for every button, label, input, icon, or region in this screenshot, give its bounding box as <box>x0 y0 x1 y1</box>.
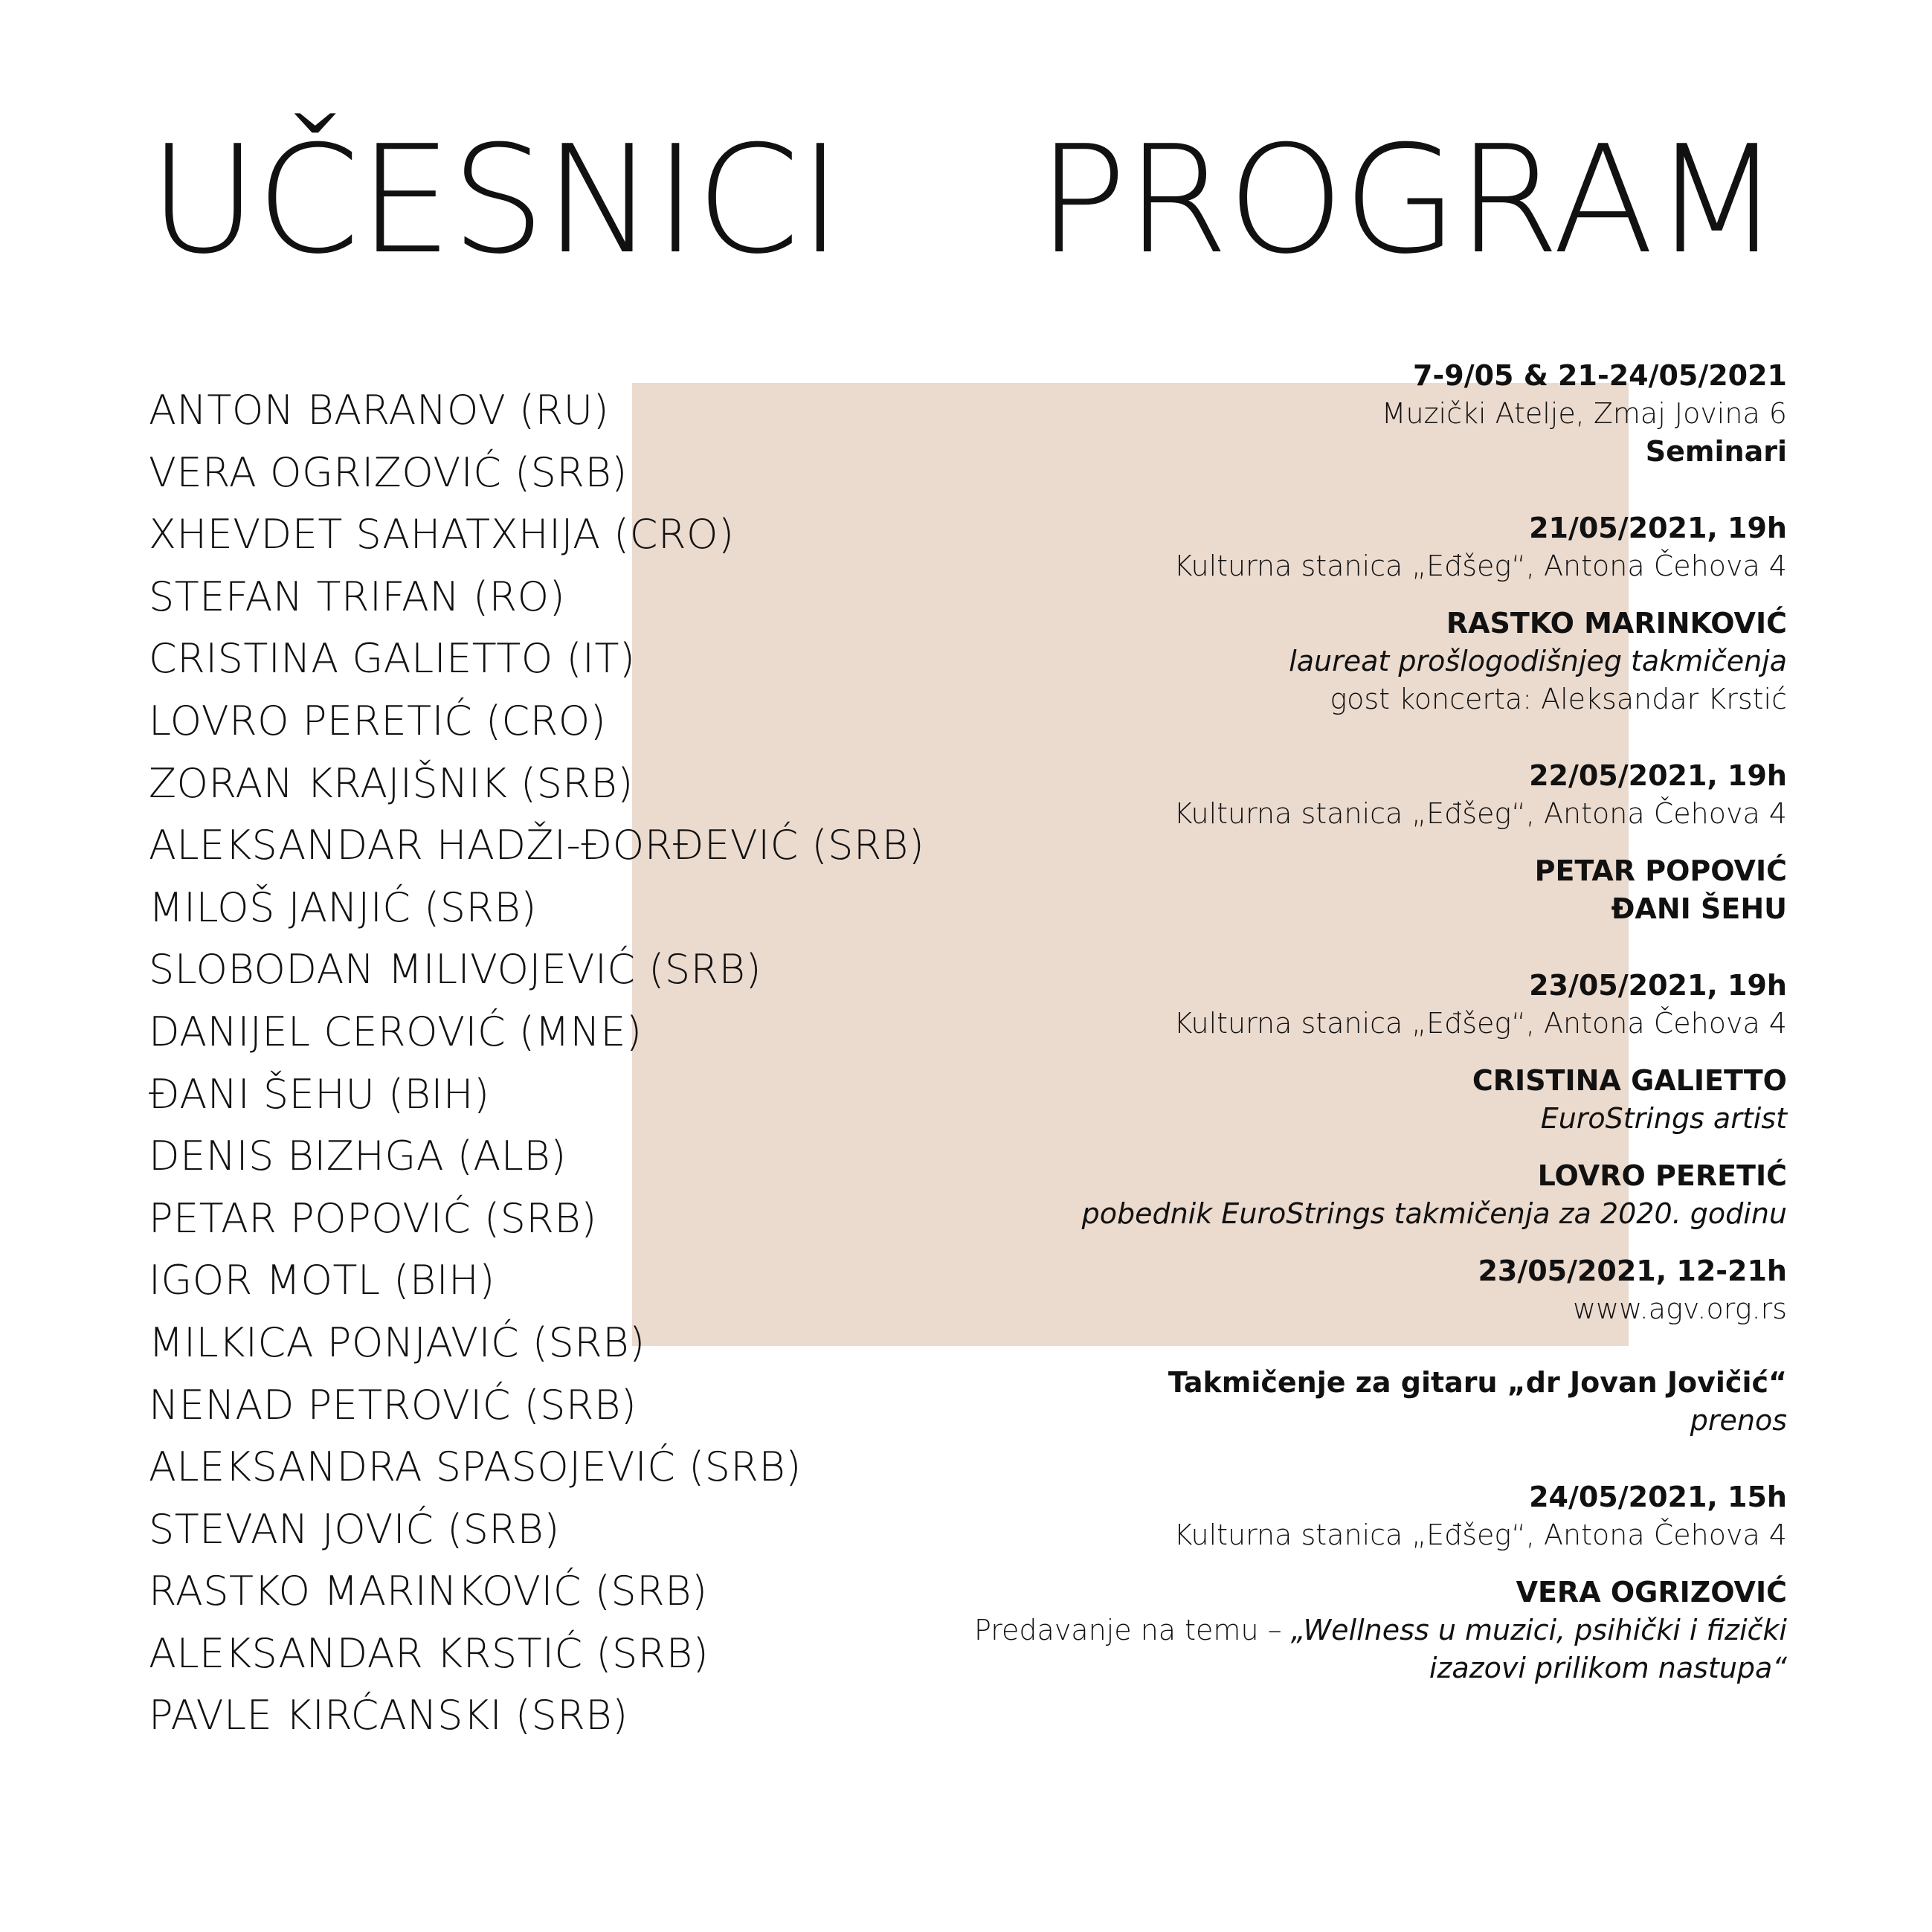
participant-item: LOVRO PERETIĆ (CRO) <box>149 697 607 744</box>
participant-item: IGOR MOTL (BIH) <box>149 1257 495 1304</box>
participants-heading: UČESNICI <box>149 114 841 287</box>
performer-note: EuroStrings artist <box>1540 1102 1787 1135</box>
participant-item: PETAR POPOVIĆ (SRB) <box>149 1194 597 1242</box>
participants-list <box>149 379 924 1747</box>
participant-item: DENIS BIZHGA (ALB) <box>149 1133 567 1180</box>
participant-item: STEFAN TRIFAN (RO) <box>149 573 566 620</box>
participant-item: NENAD PETROVIĆ (SRB) <box>149 1381 637 1429</box>
event-date: 23/05/2021, 12-21h <box>1478 1255 1787 1287</box>
event-venue: Kulturna stanica „Eđšeg“, Antona Čehova 4 <box>1173 1519 1787 1551</box>
event-date: 24/05/2021, 15h <box>1529 1481 1787 1513</box>
event-title: Seminari <box>1645 435 1787 468</box>
program-schedule <box>895 357 1787 1687</box>
event-venue: Kulturna stanica „Eđšeg“, Antona Čehova 4 <box>1173 550 1787 582</box>
participant-item: PAVLE KIRĆANSKI (SRB) <box>149 1692 628 1739</box>
participant-item: MILKICA PONJAVIĆ (SRB) <box>149 1318 645 1366</box>
event-title: Takmičenje za gitaru „dr Jovan Jovičić“ <box>1168 1366 1787 1399</box>
lecture-topic: „Wellness u muzici, psihički i fizički <box>1290 1614 1787 1646</box>
event-date: 21/05/2021, 19h <box>1529 512 1787 544</box>
program-heading: PROGRAM <box>1037 114 1780 287</box>
participant-item: VERA OGRIZOVIĆ (SRB) <box>149 448 628 496</box>
website-link[interactable]: www.agv.org.rs <box>1572 1292 1787 1325</box>
participant-item: XHEVDET SAHATXHIJA (CRO) <box>149 511 735 558</box>
performer-name: LOVRO PERETIĆ <box>1537 1159 1787 1192</box>
participant-item: ĐANI ŠEHU (BIH) <box>149 1070 490 1118</box>
participant-item: ANTON BARANOV (RU) <box>149 387 610 434</box>
participant-item: SLOBODAN MILIVOJEVIĆ (SRB) <box>149 946 762 994</box>
performer-note: pobednik EuroStrings takmičenja za 2020. godinu <box>1081 1197 1787 1230</box>
performer-name: ĐANI ŠEHU <box>1611 892 1787 925</box>
event-date: 23/05/2021, 19h <box>1529 969 1787 1002</box>
performer-note: laureat prošlogodišnjeg takmičenja <box>1289 645 1787 677</box>
performer-name: CRISTINA GALIETTO <box>1472 1064 1787 1097</box>
participant-item: CRISTINA GALIETTO (IT) <box>149 635 636 683</box>
participant-item: DANIJEL CEROVIĆ (MNE) <box>149 1008 643 1055</box>
event-date: 22/05/2021, 19h <box>1529 759 1787 792</box>
participant-item: ALEKSANDAR KRSTIĆ (SRB) <box>149 1629 709 1677</box>
event-date: 7-9/05 & 21-24/05/2021 <box>1413 359 1787 392</box>
participant-item: MILOŠ JANJIĆ (SRB) <box>149 883 537 931</box>
participant-item: ZORAN KRAJIŠNIK (SRB) <box>149 759 634 807</box>
participant-item: ALEKSANDAR HADŽI-ĐORĐEVIĆ (SRB) <box>149 822 925 869</box>
event-venue: Muzički Atelje, Zmaj Jovina 6 <box>1381 397 1787 430</box>
guest-note: gost koncerta: Aleksandar Krstić <box>1330 683 1787 715</box>
lecture-topic-line2: izazovi prilikom nastupa“ <box>1429 1652 1787 1684</box>
participant-item: STEVAN JOVIĆ (SRB) <box>149 1505 560 1553</box>
event-venue: Kulturna stanica „Eđšeg“, Antona Čehova 4 <box>1173 1007 1787 1040</box>
participant-item: ALEKSANDRA SPASOJEVIĆ (SRB) <box>149 1443 802 1491</box>
lecture-topic-line1 <box>895 1611 1787 1649</box>
event-venue: Kulturna stanica „Eđšeg“, Antona Čehova 4 <box>1173 797 1787 830</box>
performer-name: PETAR POPOVIĆ <box>1534 854 1787 887</box>
speaker-name: VERA OGRIZOVIĆ <box>1516 1576 1787 1609</box>
performer-name: RASTKO MARINKOVIĆ <box>1446 607 1787 640</box>
lecture-intro: Predavanje na temu – <box>974 1614 1291 1646</box>
participant-item: RASTKO MARINKOVIĆ (SRB) <box>149 1568 708 1615</box>
event-note: prenos <box>1690 1404 1787 1437</box>
